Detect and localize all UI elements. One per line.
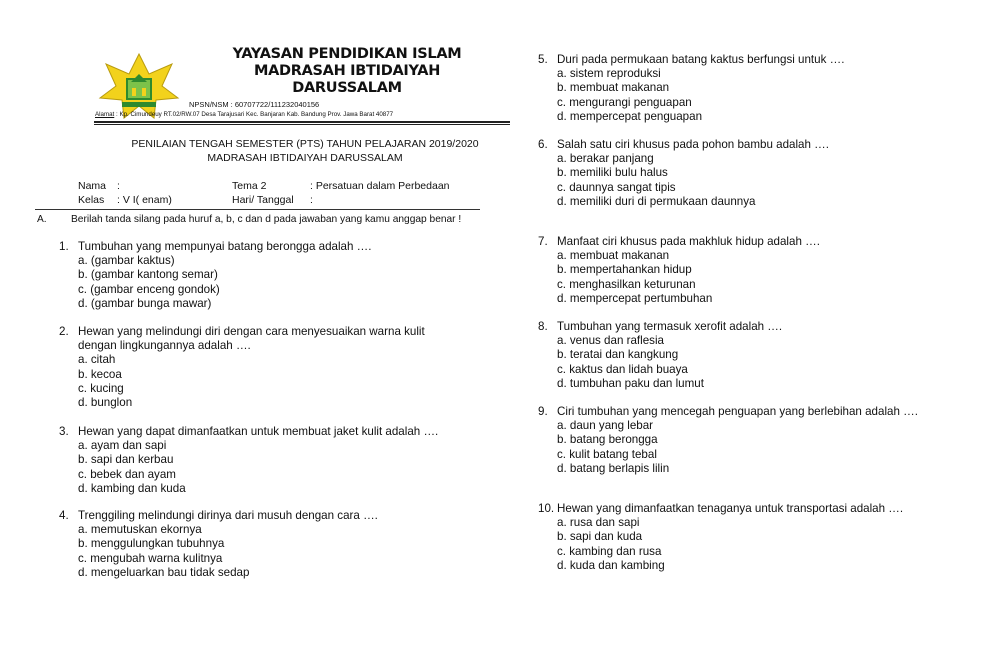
option-b[interactable]: b. sapi dan kuda: [557, 530, 643, 544]
question-3: [59, 425, 438, 496]
kelas-value: : V I( enam): [117, 194, 172, 206]
question-number: 10.: [538, 502, 555, 515]
question-stem-continued: dengan lingkungannya adalah ….: [78, 339, 251, 353]
question-stem: Salah satu ciri khusus pada pohon bambu adalah ….: [557, 138, 829, 151]
option-c[interactable]: c. bebek dan ayam: [78, 467, 176, 481]
option-a[interactable]: a. venus dan raflesia: [557, 334, 664, 348]
address-text: [95, 111, 393, 118]
question-2: [59, 325, 425, 410]
option-a[interactable]: a. ayam dan sapi: [78, 439, 167, 453]
option-c[interactable]: c. kucing: [78, 381, 124, 395]
question-stem: Tumbuhan yang mempunyai batang berongga adalah ….: [78, 240, 372, 253]
letterhead-divider: [94, 121, 510, 123]
option-c[interactable]: c. mengubah warna kulitnya: [78, 551, 223, 565]
option-a[interactable]: a. memutuskan ekornya: [78, 523, 202, 537]
option-b[interactable]: b. mempertahankan hidup: [557, 263, 692, 277]
option-b[interactable]: b. teratai dan kangkung: [557, 348, 679, 362]
question-stem: Trenggiling melindungi dirinya dari musuh dengan cara ….: [78, 509, 378, 522]
question-number: 2.: [59, 325, 69, 338]
question-number: 7.: [538, 235, 548, 248]
info-divider: [35, 209, 480, 210]
question-number: 5.: [538, 53, 548, 66]
option-b[interactable]: b. (gambar kantong semar): [78, 268, 218, 282]
hari-label: Hari/ Tanggal: [232, 194, 294, 206]
option-d[interactable]: d. kuda dan kambing: [557, 558, 665, 572]
question-stem: Hewan yang dapat dimanfaatkan untuk membuat jaket kulit adalah ….: [78, 425, 439, 438]
question-stem: Ciri tumbuhan yang mencegah penguapan yang berlebihan adalah ….: [557, 405, 918, 418]
instruction-label: A.: [37, 214, 47, 225]
address-value: : Kp. Cimundeuy RT.02/RW.07 Desa Tarajusari Kec. Banjaran Kab. Bandung Prov. Jawa Barat 40877: [116, 111, 394, 118]
school-type: MADRASAH IBTIDAIYAH: [253, 63, 441, 79]
question-stem: Tumbuhan yang termasuk xerofit adalah ….: [557, 320, 783, 333]
option-d[interactable]: d. batang berlapis lilin: [557, 461, 670, 475]
option-a[interactable]: a. sistem reproduksi: [557, 67, 661, 81]
question-7: [538, 235, 820, 306]
star-emblem-icon: [98, 52, 180, 120]
question-6: [538, 138, 829, 209]
question-stem: Hewan yang dimanfaatkan tenaganya untuk transportasi adalah ….: [557, 502, 904, 515]
option-d[interactable]: d. memiliki duri di permukaan daunnya: [557, 194, 756, 208]
option-a[interactable]: a. (gambar kaktus): [78, 254, 175, 268]
question-number: 8.: [538, 320, 548, 333]
option-c[interactable]: c. kulit batang tebal: [557, 447, 657, 461]
option-c[interactable]: c. mengurangi penguapan: [557, 95, 692, 109]
option-c[interactable]: c. daunnya sangat tipis: [557, 180, 676, 194]
option-d[interactable]: d. mempercepat penguapan: [557, 109, 703, 123]
option-d[interactable]: d. tumbuhan paku dan lumut: [557, 376, 704, 390]
question-9: [538, 405, 918, 476]
exam-subtitle: MADRASAH IBTIDAIYAH DARUSSALAM: [207, 152, 403, 164]
school-name: DARUSSALAM: [292, 80, 402, 96]
option-d[interactable]: d. bunglon: [78, 396, 133, 410]
option-b[interactable]: b. batang berongga: [557, 433, 658, 447]
question-10: [538, 502, 903, 573]
hari-value: :: [310, 194, 313, 206]
question-4: [59, 509, 378, 580]
question-number: 9.: [538, 405, 548, 418]
nama-label: Nama: [78, 180, 107, 192]
option-b[interactable]: b. sapi dan kerbau: [78, 453, 174, 467]
letterhead: [182, 46, 512, 97]
foundation-name: YAYASAN PENDIDIKAN ISLAM: [232, 46, 462, 62]
question-5: [538, 53, 844, 124]
question-stem: Hewan yang melindungi diri dengan cara menyesuaikan warna kulit: [78, 325, 425, 338]
option-b[interactable]: b. membuat makanan: [557, 81, 670, 95]
option-b[interactable]: b. memiliki bulu halus: [557, 166, 668, 180]
question-number: 4.: [59, 509, 69, 522]
question-stem: Duri pada permukaan batang kaktus berfungsi untuk ….: [557, 53, 845, 66]
option-d[interactable]: d. mempercepat pertumbuhan: [557, 291, 713, 305]
option-b[interactable]: b. menggulungkan tubuhnya: [78, 537, 225, 551]
option-a[interactable]: a. membuat makanan: [557, 249, 670, 263]
letterhead-divider-thin: [94, 124, 510, 125]
option-d[interactable]: d. mengeluarkan bau tidak sedap: [78, 565, 250, 579]
option-a[interactable]: a. citah: [78, 353, 116, 367]
instruction: [37, 214, 461, 225]
option-a[interactable]: a. daun yang lebar: [557, 419, 654, 433]
option-d[interactable]: d. kambing dan kuda: [78, 481, 186, 495]
question-number: 1.: [59, 240, 69, 253]
school-logo: [98, 52, 180, 120]
option-b[interactable]: b. kecoa: [78, 367, 122, 381]
kelas-label: Kelas: [78, 194, 105, 206]
question-1: [59, 240, 371, 311]
question-stem: Manfaat ciri khusus pada makhluk hidup adalah ….: [557, 235, 820, 248]
npsn-text: NPSN/NSM : 60707722/111232040156: [189, 100, 320, 109]
option-a[interactable]: a. rusa dan sapi: [557, 516, 640, 530]
question-number: 3.: [59, 425, 69, 438]
address-label: Alamat: [95, 111, 115, 118]
option-c[interactable]: c. menghasilkan keturunan: [557, 277, 696, 291]
question-8: [538, 320, 782, 391]
tema-label: Tema 2: [232, 180, 267, 192]
question-number: 6.: [538, 138, 548, 151]
option-d[interactable]: d. (gambar bunga mawar): [78, 296, 212, 310]
nama-value: :: [117, 180, 120, 192]
option-c[interactable]: c. kaktus dan lidah buaya: [557, 362, 688, 376]
option-c[interactable]: c. (gambar enceng gondok): [78, 282, 220, 296]
instruction-text: Berilah tanda silang pada huruf a, b, c dan d pada jawaban yang kamu anggap benar !: [71, 214, 462, 225]
option-a[interactable]: a. berakar panjang: [557, 152, 654, 166]
tema-value: : Persatuan dalam Perbedaan: [310, 180, 450, 192]
option-c[interactable]: c. kambing dan rusa: [557, 544, 662, 558]
exam-title: PENILAIAN TENGAH SEMESTER (PTS) TAHUN PELAJARAN 2019/2020: [131, 138, 479, 150]
